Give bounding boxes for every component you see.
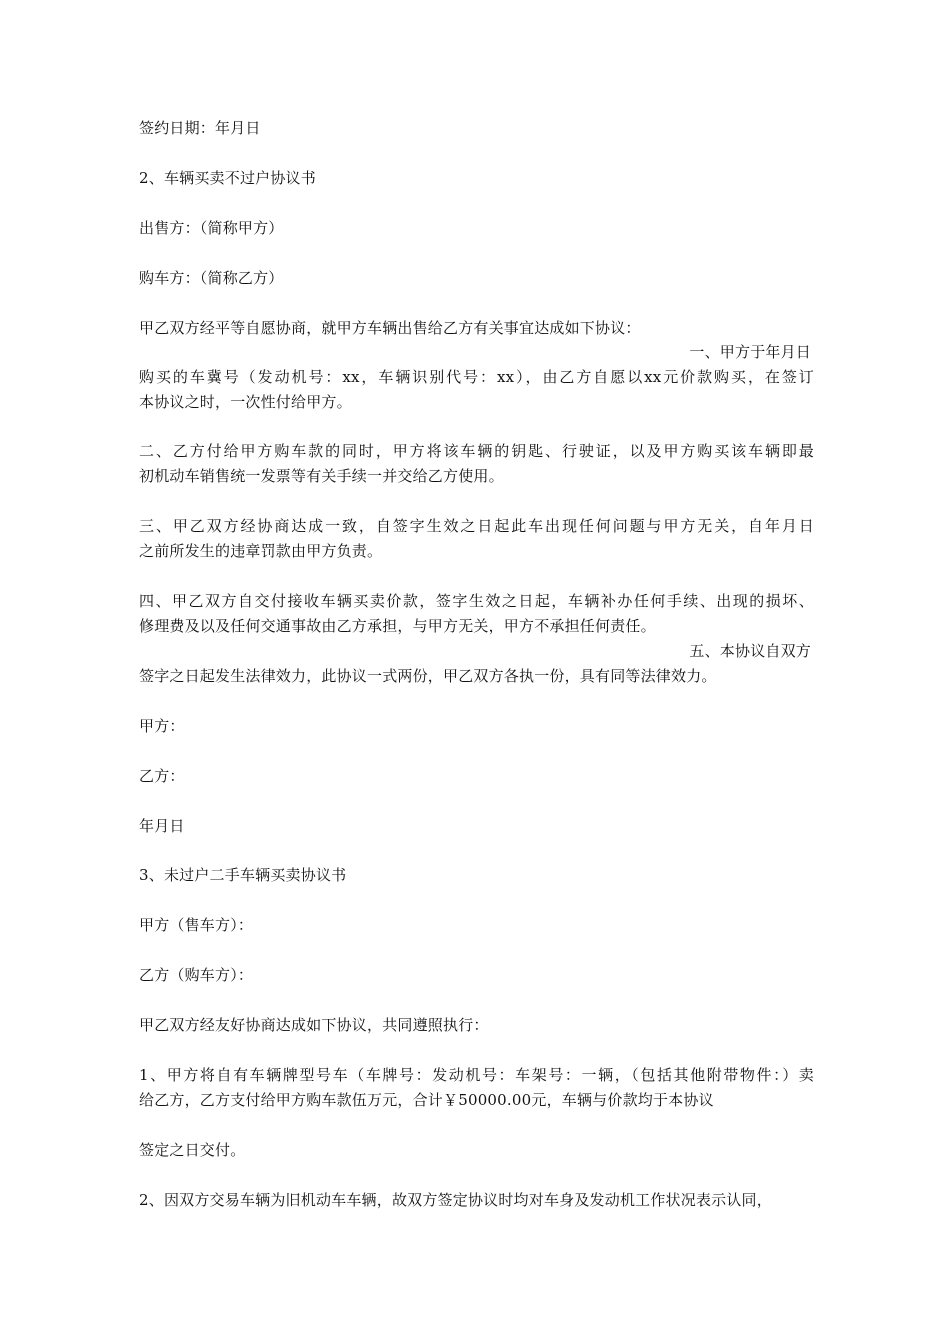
party-b-buyer: 乙方（购车方）： [139,966,254,984]
item-1-line-1: 1、甲方将自有车辆牌型号车（车牌号：发动机号：车架号：一辆，（包括其他附带物件：）卖 [139,1066,814,1084]
clause-2-line-1: 二、乙方付给甲方购车款的同时，甲方将该车辆的钥匙、行驶证，以及甲方购买该车辆即最 [139,442,814,460]
clause-3-line-2: 之前所发生的违章罚款由甲方负责。 [139,542,383,560]
item-1-line-3: 签定之日交付。 [139,1141,246,1159]
clause-1-line-2: 本协议之时，一次性付给甲方。 [139,393,352,411]
clause-3-line-1: 三、甲乙双方经协商达成一致，自签字生效之日起此车出现任何问题与甲方无关，自年月日 [139,517,814,535]
clause-1-start: 一、甲方于年月日 [689,343,811,361]
signing-date-line: 签约日期：年月日 [139,119,261,137]
section-2-title: 2、车辆买卖不过户协议书 [139,169,316,187]
seller-line: 出售方：（简称甲方） [139,219,284,237]
item-1-line-2: 给乙方，乙方支付给甲方购车款伍万元，合计￥50000.00元，车辆与价款均于本协议 [139,1091,714,1109]
party-b-signature: 乙方： [139,767,185,785]
buyer-line: 购车方：（简称乙方） [139,269,284,287]
clause-4-line-1: 四、甲乙双方自交付接收车辆买卖价款，签字生效之日起，车辆补办任何手续、出现的损坏、 [139,592,814,610]
clause-5-start: 五、本协议自双方 [689,642,811,660]
intro-paragraph: 甲乙双方经平等自愿协商，就甲方车辆出售给乙方有关事宜达成如下协议： [139,319,641,337]
clause-4-line-2: 修理费及以及任何交通事故由乙方承担，与甲方无关，甲方不承担任何责任。 [139,617,656,635]
clause-5-line-1: 签字之日起发生法律效力，此协议一式两份，甲乙双方各执一份，具有同等法律效力。 [139,667,717,685]
clause-1-line-1: 购买的车冀号（发动机号：xx，车辆识别代号：xx），由乙方自愿以xx元价款购买，在签订 [139,368,814,386]
signature-date: 年月日 [139,817,185,835]
item-2-line-1: 2、因双方交易车辆为旧机动车车辆，故双方签定协议时均对车身及发动机工作状况表示认同， [139,1191,772,1209]
section-3-title: 3、未过户二手车辆买卖协议书 [139,866,347,884]
party-a-signature: 甲方： [139,717,185,735]
party-a-seller: 甲方（售车方）： [139,916,254,934]
clause-2-line-2: 初机动车销售统一发票等有关手续一并交给乙方使用。 [139,467,504,485]
agreement-intro: 甲乙双方经友好协商达成如下协议，共同遵照执行： [139,1016,489,1034]
